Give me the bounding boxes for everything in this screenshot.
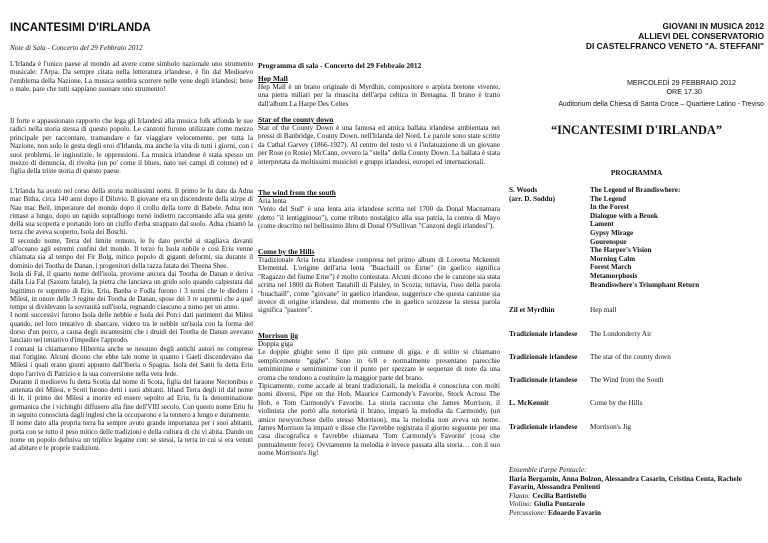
programma-label: PROGRAMMA bbox=[610, 168, 663, 177]
percussion-player: Edoardo Favarin bbox=[548, 508, 601, 517]
notes-title: INCANTESIMI D'IRLANDA bbox=[10, 22, 151, 34]
header-block bbox=[509, 22, 764, 51]
performers bbox=[509, 466, 764, 518]
item-hep-mall bbox=[258, 74, 500, 108]
flute-player: Cecilia Battistello bbox=[532, 491, 587, 500]
block-author: S. Woods (arr. D. Soddu) bbox=[509, 186, 556, 203]
violin-label: Violino: bbox=[509, 500, 533, 509]
row-author: Zil et Myrdhin bbox=[509, 306, 555, 314]
item-morrison-jig bbox=[258, 331, 500, 458]
row-author: Tradizionale irlandese bbox=[509, 330, 578, 338]
row-piece: Morrison's Jig bbox=[590, 423, 632, 431]
row-piece: The Londonderry Air bbox=[590, 330, 652, 338]
item-subtitle: Doppia giga bbox=[258, 340, 293, 348]
concert-date: MERCOLEDÌ 29 FEBBRAIO 2012 bbox=[626, 78, 736, 87]
notes-paragraph-3: L'Irlanda ha avuto nel corso della storia moltissimi nomi. Il primo le fu dato da Adna mac Bitha, circa 140 anni dopo il Diluvio. Il giovane era un discendente della stirpe di Nau mac Beil, imperatore del mondo dopo il crollo della torre di Babele. Adna non rimase a lungo, dopo un rapido sopralluogo tornò indietro raccontando alla sua gente della sua scoperta e portando loro un ciuffo d'erba strappato dal suolo. Adna chiamò la terra che aveva scoperto, Isola dei Boschi. Il secondo nome, Terra del limite remoto, le fu dato perché si stagliava davanti all'oceano agli estremi confini del mondo. Il terzo fu Isola nobile e così Eriu venne chiamata sia al tempo dei Fir Bolg, mitico popolo di giganti deformi, sia durante il dominio dei Tootha de Danan, i progenitori della razza fatata dei Theena Shee. Isola di Fal, il quarto nome dell'isola, proviene ancora dai Tootha de Danan e deriva dalla Lia Fal (Saxum fatale), la pietra che lanciava un grido solo quando calpestata dal legittimo re supremo di Eriu. Eriu, Banba e Fodla furono i 3 nomi che le diedero i Milesi, in onore delle 3 regine dei Tootha de Danan, spose dei 3 re supremi che a quel tempo si dividevano la sovranità sull'isola, regnando ciascuno a turno per un anno. I nomi successivi furono Isola delle nebbie e Isola dei Porci dati parimenti dai Milesi quando, nel loro tentativo di sbarcare, videro tra le nebbie un'isola con la forma del dorso d'un porco, a causa degli incantesimi che i druidi dei Tootha de Danan avevano lanciato nel tentativo d'impedire l'approdo. I romani la chiamarono Hibernia anche se nessuno degli antichi autori ne comprese mai l'origine. Alcuni dicono che ebbe tale nome in quanto i Gaeli discendevano dai Milesi i quali erano giunti appunto dall'Iberia o Spagna. Isola dei Santi fu detta Eriu dopo l'arrivo di Patrizio e la sua conversione nella vera fede. Durante il medioevo fu detta Scotia dal nome di Scota, figlia del faraone Nectonibus e antenata dei Milesi, e Scoti furono detti i suoi abitanti. Irland Terra degli irl dal nome di Ir, il primo dei Milesi a morire ed essere sepolto ad Eriu, fu la denominazione germanica che i vichinghi diffusero alla fine dell'VIII secolo. Con questo nome Eriu fu in seguito conosciuta dagli inglesi che la occuparono e la tennero a lungo e duramente. Il nome dato alla propria terra ha sempre avuto grande importanza per i suoi abitanti, porta con se tutto il peso mitico delle tradizioni e della cultura di chi vi abita. Dando un nome un popolo definiva un triplice legame con: se stessi, la terra in cui si era venuti ad abitare e le proprie tradizioni. bbox=[10, 187, 253, 453]
item-come-by-hills bbox=[258, 247, 500, 315]
item-title: Come by the Hills bbox=[258, 247, 315, 256]
concert-time: ORE 17.30 bbox=[666, 87, 702, 96]
ensemble-label: Ensemble d'arpe Pentacle: bbox=[509, 466, 587, 474]
notes-paragraph-2: Il forte e appassionato rapporto che lega gli Irlandesi alla musica folk affonda le sue radici nella storia stessa di questo popolo. Le canzoni furono utilizzate come mezzo principale per raccontare, tramandare e far viaggiare velocemente, per tutta la Nazione, non solo le gesta degli eroi d'Irlanda, ma anche la vita di tutti i giorni, con i suoi problemi, le ingiustizie, le oppressioni. La musica irlandese è stata spesso un mezzo di denuncia, di rivolta (un po' come il blues, nato nei campi di cotone) ed è figlia della triste storia di questo paese. bbox=[10, 117, 253, 176]
item-text: Hep Mall è un brano originale di Myrdhin, compositore e arpista bretone vivente, una pietra miliari per la rinascita dell'arpa celtica in Bretagna. Il brano è tratto dall'album La Harpe Des Celtes bbox=[258, 83, 500, 108]
date-block bbox=[509, 78, 764, 96]
flute-line bbox=[509, 492, 764, 501]
row-piece: The Wind from the South bbox=[590, 376, 664, 384]
row-piece: Hep mall bbox=[590, 306, 617, 314]
item-title: Star of the county down bbox=[258, 115, 334, 124]
percussion-line bbox=[509, 509, 764, 518]
header-line-3: DI CASTELFRANCO VENETO "A. STEFFANI" bbox=[585, 40, 764, 51]
header-line-2: ALLIEVI DEL CONSERVATORIO bbox=[638, 30, 764, 41]
item-title: The wind from the south bbox=[258, 188, 336, 197]
item-star-county-down bbox=[258, 115, 500, 166]
violin-player: Giulia Pontarolo bbox=[533, 500, 586, 509]
concert-venue: Auditorium della Chiesa di Santa Croce – Quartiere Latino - Treviso bbox=[558, 101, 764, 108]
row-author: Tradizionale irlandese bbox=[509, 353, 578, 361]
notes-subtitle: Note di Sala - Concerto del 29 Febbraio 2012 bbox=[10, 44, 143, 52]
row-author: L. McKennit bbox=[509, 399, 549, 407]
block-pieces: The Legend of Brandiswhere: The Legend In the Forest Dialogue with a Brook Lament Gypsy Mirage Gourenspur The Harper's Vision Morning Calm Forest March Metamorphosis Brandiswhere's Triumphant Return bbox=[590, 186, 700, 289]
violin-line bbox=[509, 500, 764, 509]
item-wind-from-south bbox=[258, 188, 500, 231]
row-author: Tradizionale irlandese bbox=[509, 423, 578, 431]
percussion-label: Percussione: bbox=[509, 508, 547, 517]
row-piece: Come by the Hills bbox=[590, 399, 643, 407]
program-heading: Programma di sala - Concerto del 29 Febbraio 2012 bbox=[258, 61, 422, 70]
item-text: Tradizionale Aria lenta irlandese compresa nel primo album di Loreena Mckennit Elemental. L'origine dell'aria lenta "Buachaill os Éirne" (in gaelico significa "Ragazzo del fiume Erne") è molto contestata. Alcuni dicono che le canzone sia stata scritta nel 1800 da Robert Tanahill di Paisley, in Scozia; tuttavia, l'uso della parola "buachaill", come "giovane" in gaelico irlandese, suggerisce che questa canzone sia invece di origine irlandese, dal momento che in gaelico scozzese la stessa parola significa "pastore". bbox=[258, 256, 500, 315]
item-title: Morrison jig bbox=[258, 331, 299, 340]
item-subtitle: Aria lenta bbox=[258, 197, 287, 205]
row-piece: The star of the county down bbox=[590, 353, 671, 361]
ensemble-members: Ilaria Bergamin, Anna Bolzon, Alessandra Casarin, Cristina Centa, Rachele Favarin, Alessandra Penitenti bbox=[509, 474, 742, 492]
flute-label: Flauto: bbox=[509, 491, 531, 500]
item-text: Le doppie ghighe sono il tipo più comune di giga, e di solito si chiamano semplicemente "gighe". Sono in 6/8 e normalmente presentano parecchie semiminime e semiminime con il punto per spezzare le sequenze di note da una croma che tendono a costituire la maggior parte del brano. Tipicamente, come accade ai brani tradizionali, la melodia è conosciuta con molti nomi diversi, Pipe on the Hob, Maurice Carmondy's Favorite, Stock Across The Hob, e Tom Carmondy's Favorite. La storia racconta che James Morrison, il violinista che portò alla notorietà il brano, imparò la melodia da Carmondy, (un amico newyorchese dello stesso Morrison), ma la melodia non aveva un nome. James Morrison la imparò e disse che l'avrebbe registrata il giorno seguente per una casa discografica e l'avrebbe chiamata 'Tom Carmondy's Favorite' (cosa che puntualmente fece). Ovviamente la melodia è invece passata alla storia… con il suo nome Morrison's Jig! bbox=[258, 348, 500, 458]
item-text: 'Vento del Sud" è una lenta aria irlandese scritta nel 1700 da Donal Macnamara (detto "il lentigginoso"), come tributo nostalgico alla sua patria, la contea di Mayo (come descritto nel bellissimo libro di Donal O'Sullivan "Canzoni degli irlandesi"). bbox=[258, 205, 500, 231]
header-line-1: GIOVANI IN MUSICA 2012 bbox=[662, 21, 764, 31]
item-text: Star of the County Down è una famosa ed antica ballata irlandese ambientata nei pressi di Banbridge, County Down, nell'Irlanda del Nord. Le parole sono state scritte da Cathal Garvey (1866-1927). Al centro del testo vi è l'infatuazione di un giovane per Rose (o Rosie) McCann, ovvero la "stella" della County Down. La ballata è stata interpretata da moltissimi musicisti e gruppi irlandesi, europei ed internazionali. bbox=[258, 124, 500, 166]
main-title: “INCANTESIMI D'IRLANDA” bbox=[550, 123, 723, 137]
notes-paragraph-1: L'Irlanda è l'unico paese al mondo ad avere come simbolo nazionale uno strumento musicale: l'Arpa. Da sempre citata nella letteratura irlandese, è fin dal Medioevo l'emblema della Nazione. La musica sembra scorrere nelle vene degli irlandesi; bene o male, pare che tutti sappiano suonare uno strumento! bbox=[10, 60, 253, 94]
item-title: Hep Mall bbox=[258, 74, 288, 83]
row-author: Tradizionale irlandese bbox=[509, 376, 578, 384]
